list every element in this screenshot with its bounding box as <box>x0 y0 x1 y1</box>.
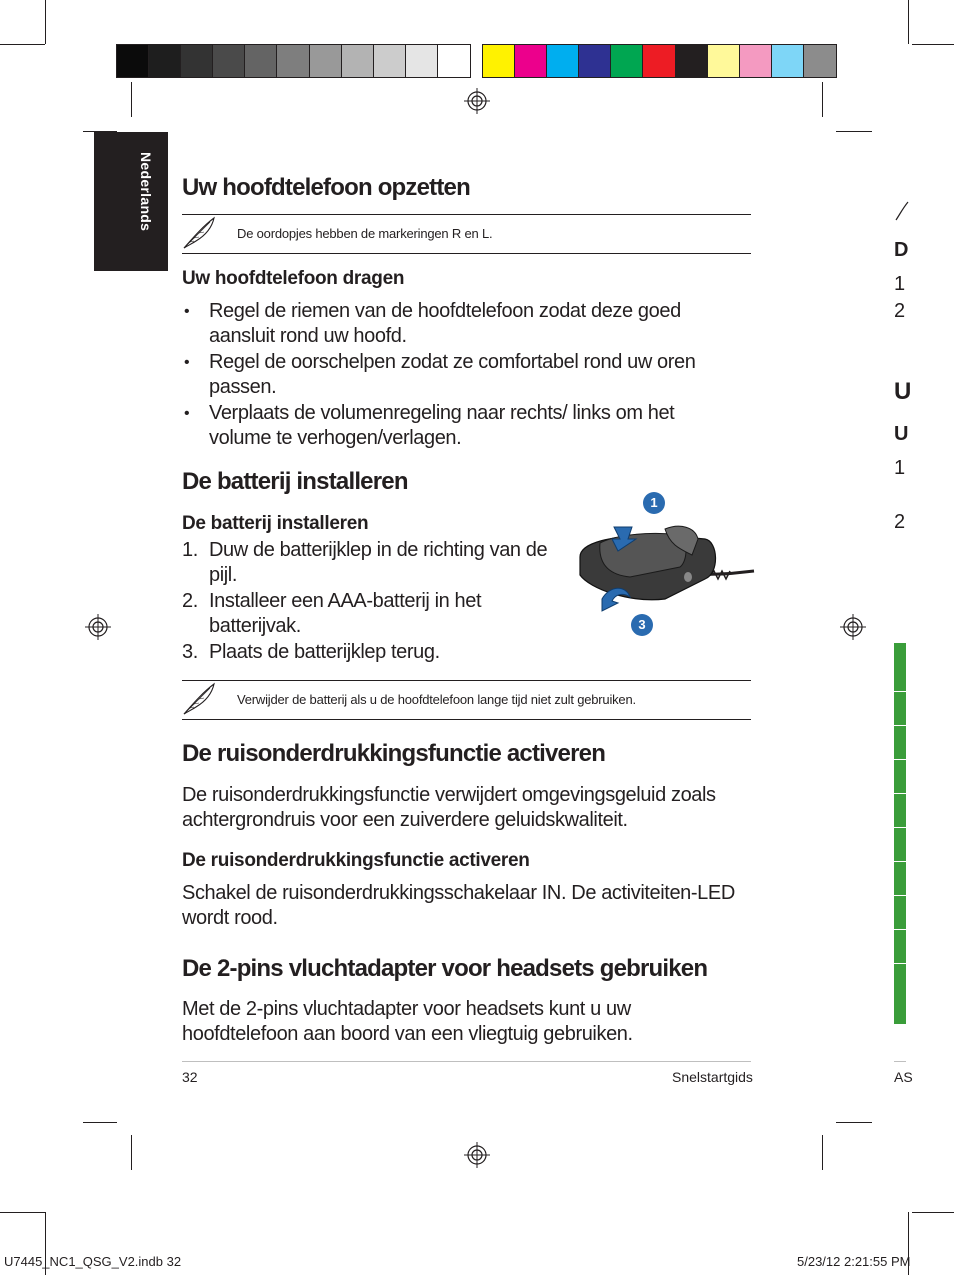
page-number: 32 <box>182 1069 198 1085</box>
note-text: Verwijder de batterij als u de hoofdtelefoon lange tijd niet zult gebruiken. <box>237 692 636 707</box>
cut-off-footer: AS <box>894 1069 913 1085</box>
registration-mark-icon <box>464 1142 490 1168</box>
list-item <box>182 538 572 588</box>
color-swatch <box>804 45 836 77</box>
color-swatch <box>310 45 342 77</box>
crop-mark <box>822 1135 823 1170</box>
process-color-bar <box>482 44 837 78</box>
strip-divider <box>894 929 906 930</box>
side-color-strip <box>894 643 906 1024</box>
list-item <box>182 640 572 665</box>
language-tab-label: Nederlands <box>138 152 154 232</box>
color-swatch <box>149 45 181 77</box>
color-swatch <box>483 45 515 77</box>
battery-compartment-illustration <box>570 515 754 615</box>
crop-mark <box>822 82 823 117</box>
list-item: • Regel de riemen van de hoofdtelefoon zodat deze goed aansluit rond uw hoofd. <box>182 299 722 349</box>
crop-mark <box>0 1212 45 1213</box>
section-title: De ruisonderdrukkingsfunctie activeren <box>182 740 606 767</box>
paragraph: De ruisonderdrukkingsfunctie verwijdert omgevingsgeluid zoals achtergrondruis voor een zuiverdere geluidskwaliteit. <box>182 784 716 831</box>
crop-mark <box>912 1212 954 1213</box>
crop-mark <box>45 0 46 44</box>
step-number: 3. <box>182 641 198 663</box>
crop-mark <box>908 0 909 44</box>
cut-off-text: 2 <box>894 300 906 322</box>
color-swatch <box>245 45 277 77</box>
crop-mark <box>131 1135 132 1170</box>
step-text: Plaats de batterijklep terug. <box>209 641 440 663</box>
color-swatch <box>438 45 470 77</box>
color-swatch <box>213 45 245 77</box>
registration-mark-icon <box>464 88 490 114</box>
color-swatch <box>342 45 374 77</box>
print-slug-timestamp: 5/23/12 2:21:55 PM <box>797 1254 911 1269</box>
cut-off-heading: D <box>894 239 909 261</box>
registration-mark-icon <box>840 614 866 640</box>
feather-note-icon <box>180 681 220 717</box>
section-title: De batterij installeren <box>182 468 408 495</box>
list-item: • Verplaats de volumenregeling naar rechts/ links om het volume te verhogen/verlagen. <box>182 401 722 451</box>
cut-off-text: 1 <box>894 273 906 295</box>
grayscale-color-bar <box>116 44 471 78</box>
color-swatch <box>406 45 438 77</box>
registration-mark-icon <box>85 614 111 640</box>
strip-divider <box>894 725 906 726</box>
crop-mark <box>131 82 132 117</box>
strip-divider <box>894 691 906 692</box>
color-swatch <box>740 45 772 77</box>
color-swatch <box>579 45 611 77</box>
subsection-title: De batterij installeren <box>182 513 369 534</box>
color-swatch <box>611 45 643 77</box>
strip-divider <box>894 895 906 896</box>
step-text: Installeer een AAA-batterij in het batterijvak. <box>209 590 482 637</box>
color-swatch <box>277 45 309 77</box>
step-number: 2. <box>182 590 198 612</box>
step-text: Duw de batterijklep in de richting van de pijl. <box>209 539 548 586</box>
paragraph: Met de 2-pins vluchtadapter voor headsets kunt u uw hoofdtelefoon aan boord van een vliegtuig gebruiken. <box>182 998 633 1045</box>
crop-mark <box>83 1122 117 1123</box>
strip-divider <box>894 793 906 794</box>
strip-divider <box>894 861 906 862</box>
color-swatch <box>515 45 547 77</box>
footer-rule <box>182 1061 751 1062</box>
figure-step-badge: 1 <box>643 492 665 514</box>
section-title: Uw hoofdtelefoon opzetten <box>182 174 470 201</box>
cut-off-text: 1 <box>894 457 906 479</box>
crop-mark <box>836 131 872 132</box>
bullet-list <box>182 299 722 452</box>
color-swatch <box>117 45 149 77</box>
color-swatch <box>708 45 740 77</box>
section-title: De 2-pins vluchtadapter voor headsets gebruiken <box>182 955 708 982</box>
language-tab <box>94 132 168 271</box>
strip-divider <box>894 759 906 760</box>
feather-note-icon <box>180 215 220 251</box>
figure-step-badge: 3 <box>631 614 653 636</box>
note-box <box>182 680 751 720</box>
note-text: De oordopjes hebben de markeringen R en L. <box>237 226 493 241</box>
cut-off-rule <box>894 1061 906 1062</box>
strip-divider <box>894 963 906 964</box>
subsection-title: De ruisonderdrukkingsfunctie activeren <box>182 850 530 871</box>
list-item <box>182 589 572 639</box>
cut-off-heading: U <box>894 378 912 405</box>
guide-name: Snelstartgids <box>672 1069 753 1085</box>
paragraph: Schakel de ruisonderdrukkingsschakelaar IN. De activiteiten-LED wordt rood. <box>182 882 735 929</box>
color-swatch <box>676 45 708 77</box>
color-swatch <box>374 45 406 77</box>
color-swatch <box>547 45 579 77</box>
list-item: • Regel de oorschelpen zodat ze comfortabel rond uw oren passen. <box>182 350 722 400</box>
crop-mark <box>836 1122 872 1123</box>
color-swatch <box>643 45 675 77</box>
strip-divider <box>894 827 906 828</box>
crop-mark <box>912 44 954 45</box>
subsection-title: Uw hoofdtelefoon dragen <box>182 268 405 289</box>
step-number: 1. <box>182 539 198 561</box>
feather-note-icon <box>894 200 908 222</box>
cut-off-text: 2 <box>894 511 906 533</box>
print-slug-file: U7445_NC1_QSG_V2.indb 32 <box>4 1254 182 1269</box>
color-swatch <box>772 45 804 77</box>
cut-off-heading: U <box>894 423 909 445</box>
step-list <box>182 538 572 666</box>
color-swatch <box>181 45 213 77</box>
crop-mark <box>0 44 45 45</box>
note-box <box>182 214 751 254</box>
